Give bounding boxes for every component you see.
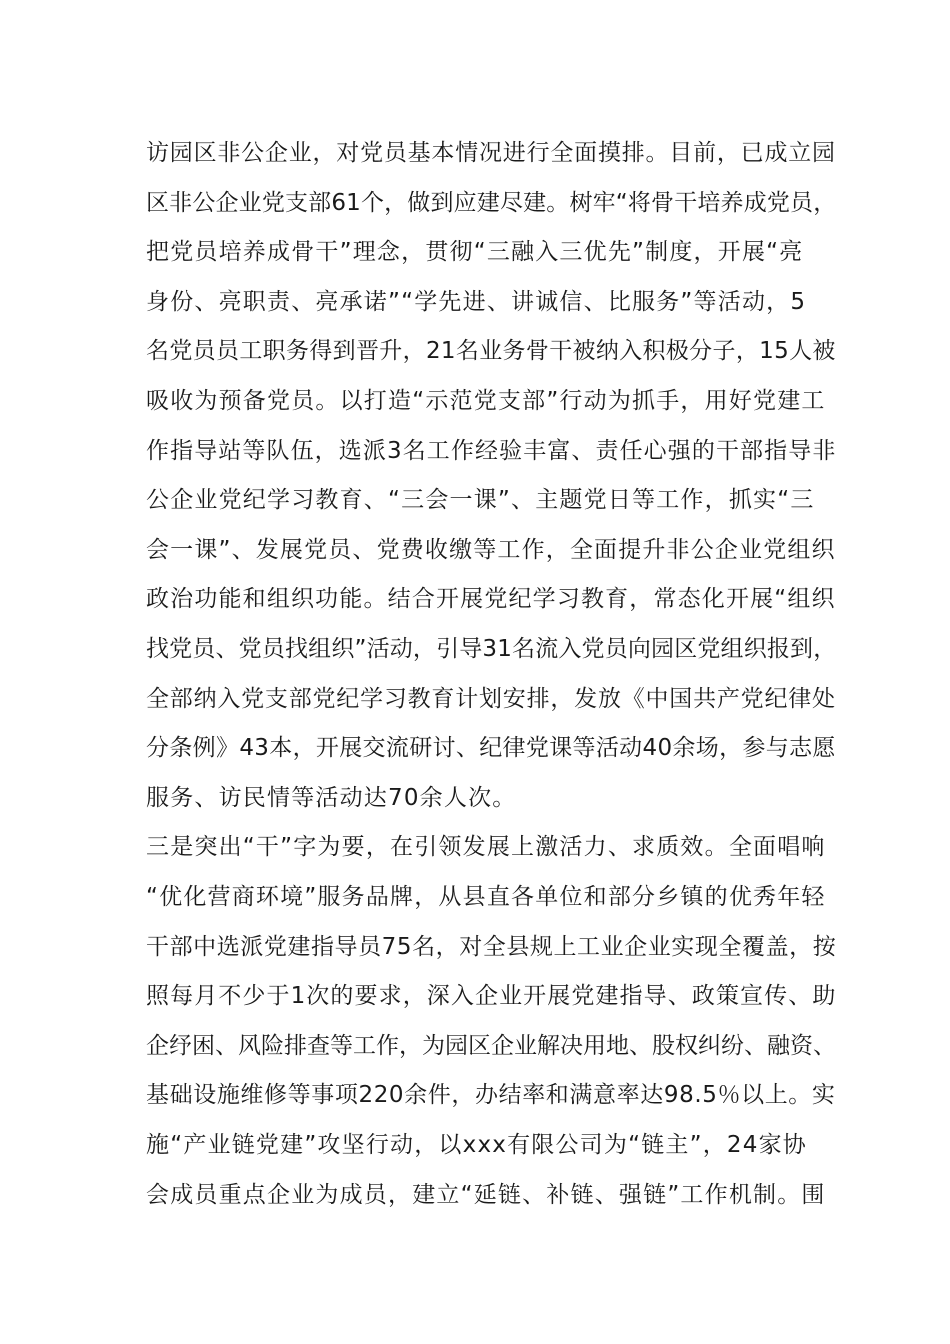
text-line: 政治功能和组织功能。结合开展党纪学习教育，常态化开展“组织 [146,586,836,613]
text-line: 身份、亮职责、亮承诺”“学先进、讲诚信、比服务”等活动，5 [146,288,807,315]
text-line: 作指导站等队伍，选派3名工作经验丰富、责任心强的干部指导非 [146,437,837,464]
text-line: 分条例》43本，开展交流研讨、纪律党课等活动40余场，参与志愿 [146,735,836,762]
text-line: 基础设施维修等事项220余件，办结率和满意率达98.5％以上。实 [146,1082,836,1109]
text-line: 干部中选派党建指导员75名，对全县规上工业企业实现全覆盖，按 [146,933,837,960]
text-line: 找党员、党员找组织”活动，引导31名流入党员向园区党组织报到， [146,636,837,662]
text-line: 吸收为预备党员。以打造“示范党支部”行动为抓手，用好党建工 [146,388,826,414]
text-line: 访园区非公企业，对党员基本情况进行全面摸排。目前，已成立园 [146,140,836,166]
text-line: 会成员重点企业为成员，建立“延链、补链、强链”工作机制。围 [146,1181,826,1208]
text-line: “优化营商环境”服务品牌，从县直各单位和部分乡镇的优秀年轻 [146,884,826,910]
text-line: 照每月不少于1次的要求，深入企业开展党建指导、政策宣传、助 [146,983,837,1010]
text-line: 全部纳入党支部党纪学习教育计划安排，发放《中国共产党纪律处 [146,685,836,712]
text-line: 公企业党纪学习教育、“三会一课”、主题党日等工作，抓实“三 [146,487,815,514]
text-line: 区非公企业党支部61个，做到应建尽建。树牢“将骨干培养成党员， [146,189,837,216]
text-line: 企纾困、风险排查等工作，为园区企业解决用地、股权纠纷、融资、 [146,1032,836,1059]
text-line: 会一课”、发展党员、党费收缴等工作，全面提升非公企业党组织 [146,536,836,563]
paragraph-start-line: 三是突出“干”字为要，在引领发展上激活力、求质效。全面唱响 [146,834,826,861]
text-line: 名党员员工职务得到晋升，21名业务骨干被纳入积极分子，15人被 [146,338,836,365]
text-line: 把党员培养成骨干”理念，贯彻“三融入三优先”制度，开展“亮 [146,239,804,266]
text-line: 服务、访民情等活动达70余人次。 [146,784,517,811]
text-line: 施“产业链党建”攻坚行动，以xxx有限公司为“链主”，24家协 [146,1132,807,1158]
